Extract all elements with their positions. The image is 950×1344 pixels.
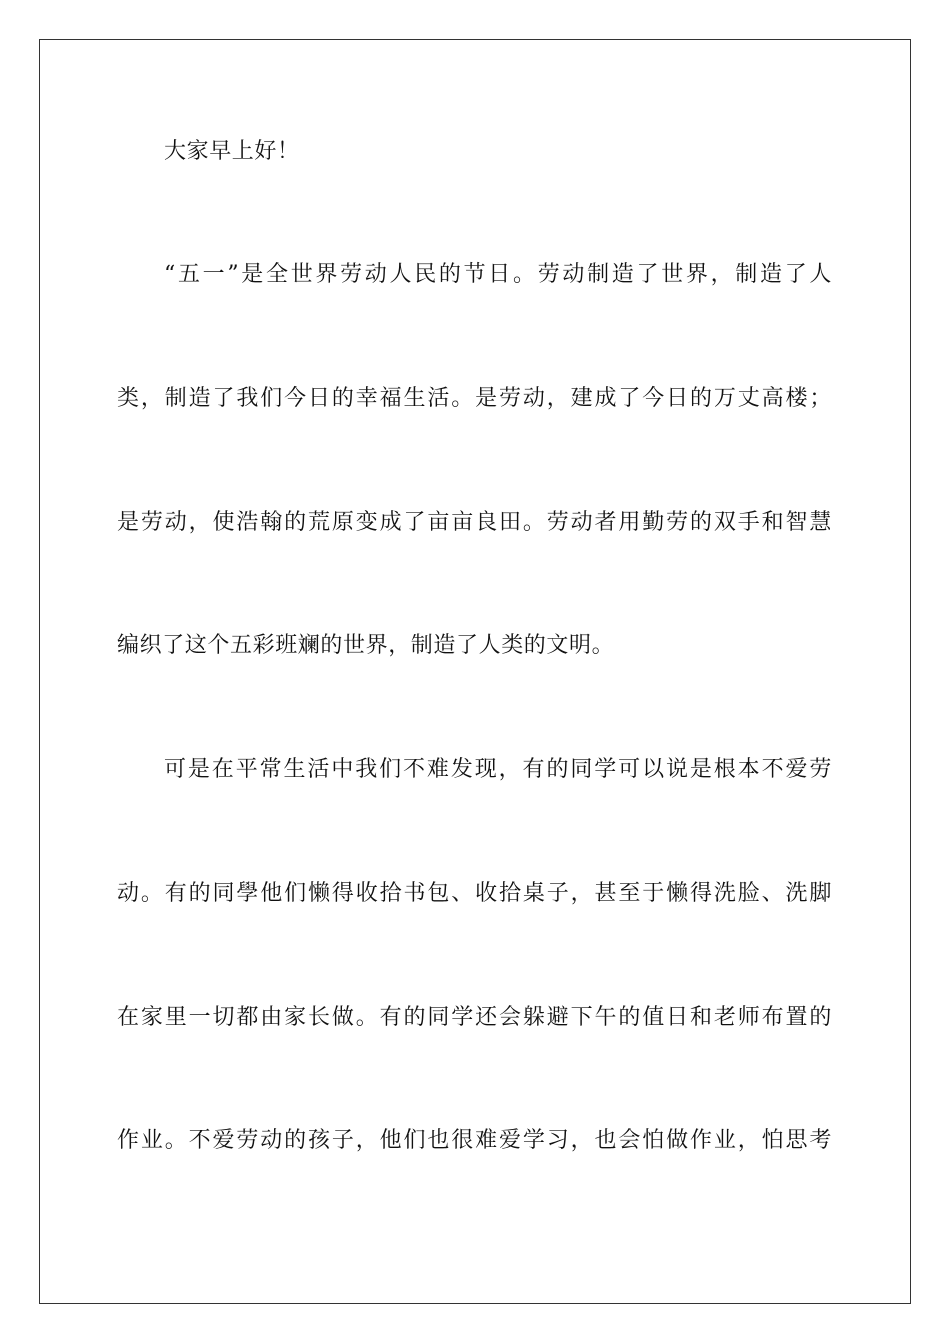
paragraph-1-line-4: 编织了这个五彩班斓的世界，制造了人类的文明。 (117, 633, 615, 658)
greeting-line: 大家早上好！ (164, 139, 300, 164)
page-border (39, 39, 911, 1304)
paragraph-2-line-2: 动。有的同學他们懒得收拾书包、收拾桌子，甚至于懒得洗脸、洗脚 (117, 881, 832, 906)
paragraph-1-line-3: 是劳动，使浩翰的荒原变成了亩亩良田。劳动者用勤劳的双手和智慧 (117, 510, 832, 535)
paragraph-1-line-2: 类，制造了我们今日的幸福生活。是劳动，建成了今日的万丈高楼； (117, 386, 832, 411)
paragraph-1-line-1: “五一”是全世界劳动人民的节日。劳动制造了世界，制造了人 (164, 262, 832, 287)
paragraph-2-line-1: 可是在平常生活中我们不难发现，有的同学可以说是根本不爱劳 (164, 757, 832, 782)
paragraph-2-line-4: 作业。不爱劳动的孩子，他们也很难爱学习，也会怕做作业，怕思考 (117, 1128, 832, 1153)
paragraph-2-line-3: 在家里一切都由家长做。有的同学还会躲避下午的值日和老师布置的 (117, 1005, 832, 1030)
